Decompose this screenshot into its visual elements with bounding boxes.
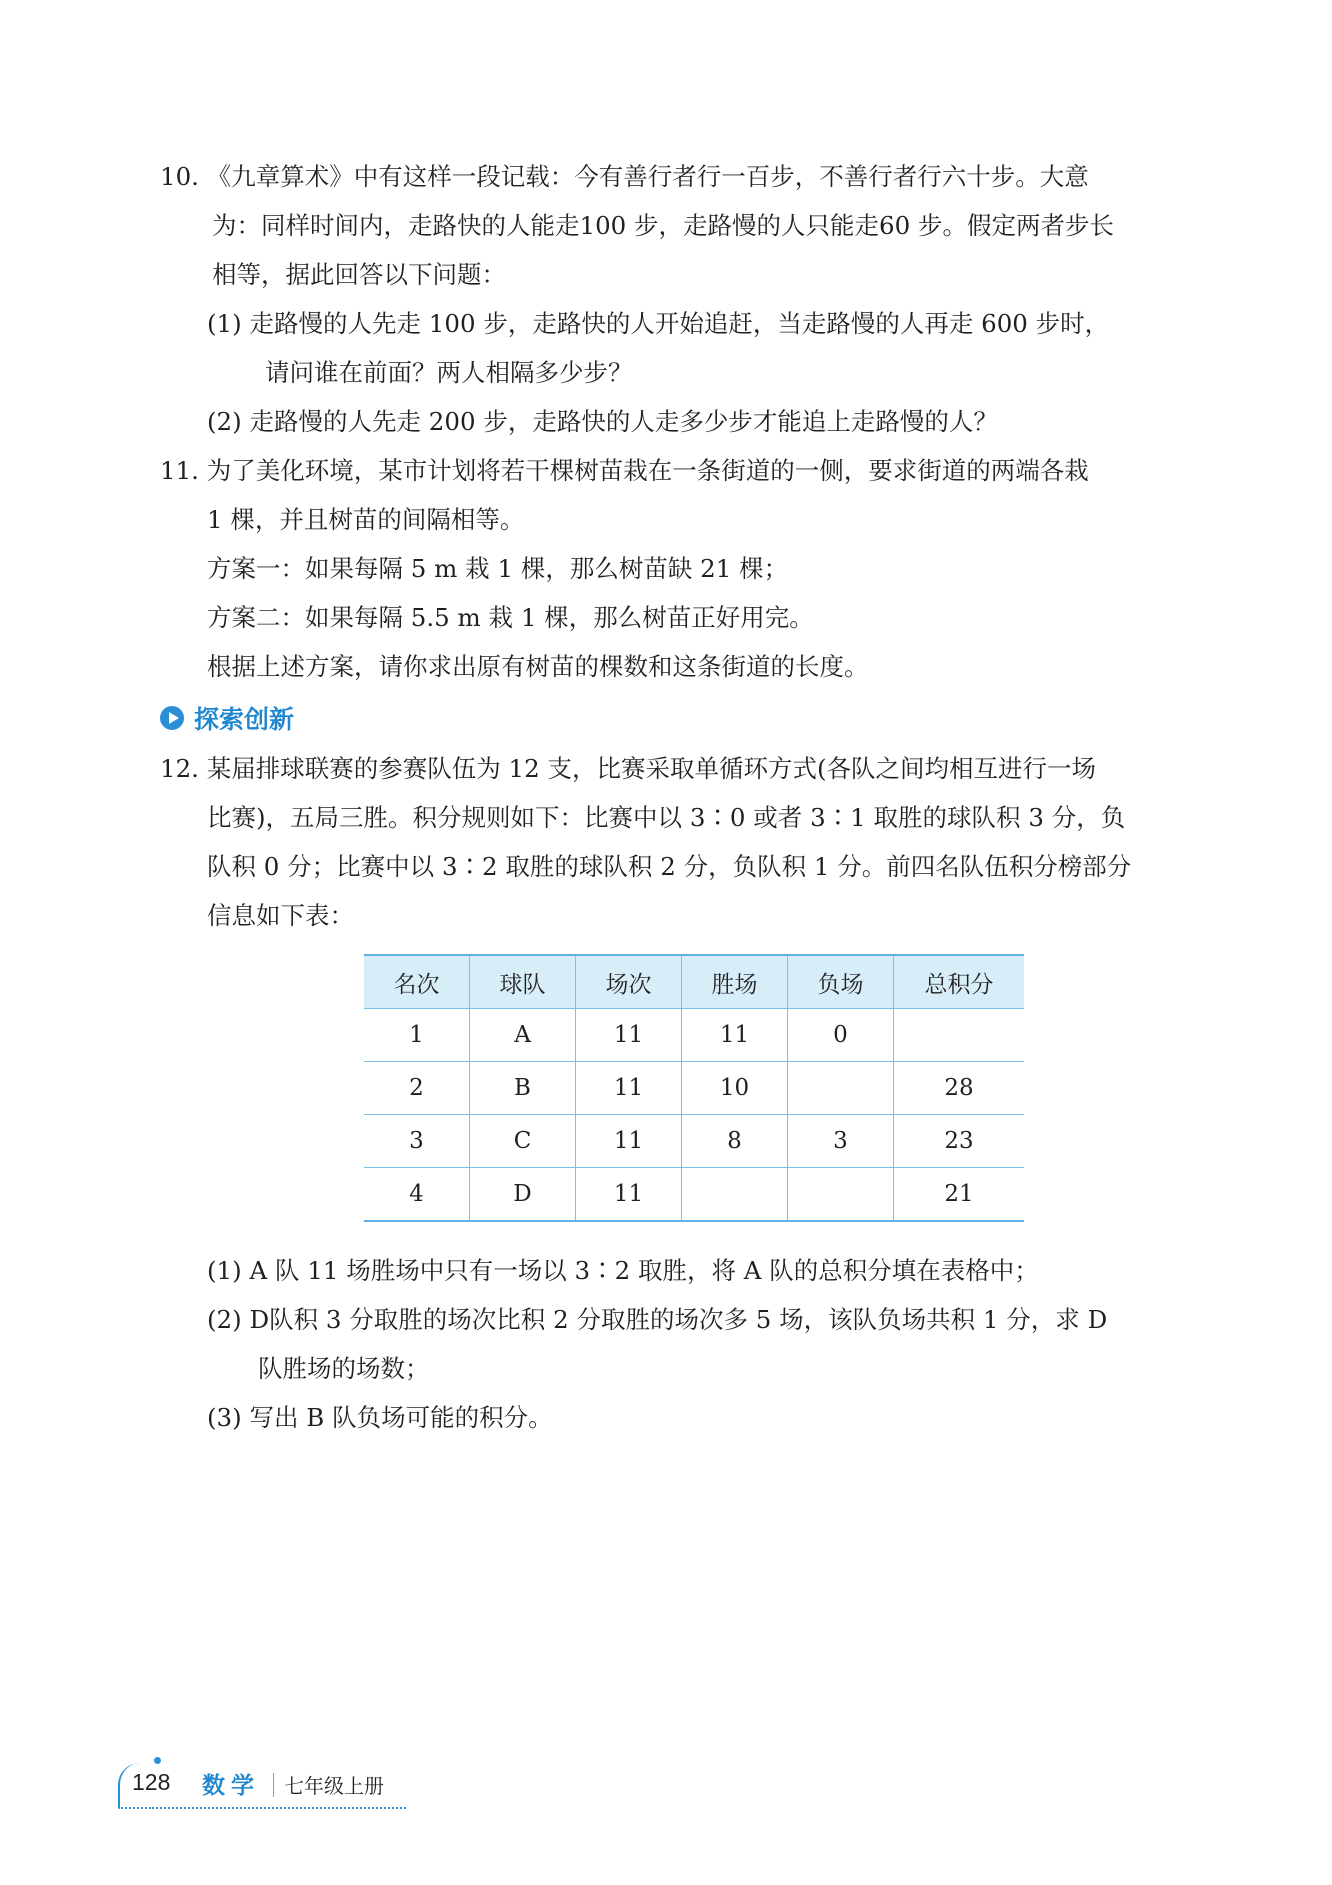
grade-label: 七年级上册 (284, 1774, 384, 1798)
problem-11-plan-1: 方案一：如果每隔 5 m 栽 1 棵，那么树苗缺 21 棵； (207, 554, 789, 583)
problem-12-line-1: 12. 某届排球联赛的参赛队伍为 12 支，比赛采取单循环方式(各队之间均相互进行一场 (160, 754, 1097, 783)
cell-losses: 0 (788, 1009, 894, 1062)
header-rank: 名次 (364, 955, 470, 1009)
cell-games: 11 (576, 1115, 682, 1168)
section-title: 探索创新 (194, 705, 295, 734)
cell-rank: 2 (364, 1062, 470, 1115)
header-team: 球队 (470, 955, 576, 1009)
problem-10-line-2: 为：同样时间内，走路快的人能走100 步，走路慢的人只能走60 步。假定两者步长 (212, 211, 1115, 240)
table-row (364, 1062, 1024, 1115)
cell-team: B (470, 1062, 576, 1115)
problem-10-line-3: 相等，据此回答以下问题： (212, 260, 506, 289)
cell-rank: 3 (364, 1115, 470, 1168)
page-number: 128 (132, 1769, 171, 1795)
table-row (364, 1115, 1024, 1168)
problem-11-line-1: 11. 为了美化环境，某市计划将若干棵树苗栽在一条街道的一侧，要求街道的两端各栽 (160, 456, 1089, 485)
problem-12-line-4: 信息如下表： (207, 901, 354, 930)
cell-losses (788, 1062, 894, 1115)
footer-dot (154, 1757, 161, 1764)
footer-dotted-rule (152, 1807, 406, 1809)
cell-games: 11 (576, 1062, 682, 1115)
problem-12-subquestion-2-cont: 队胜场的场数； (258, 1354, 430, 1383)
problem-11-plan-2: 方案二：如果每隔 5.5 m 栽 1 棵，那么树苗正好用完。 (207, 603, 814, 632)
page-footer (118, 1757, 408, 1807)
problem-10-subquestion-2: (2) 走路慢的人先走 200 步，走路快的人走多少步才能追上走路慢的人？ (207, 407, 998, 436)
cell-team: A (470, 1009, 576, 1062)
footer-divider (273, 1773, 274, 1797)
cell-losses (788, 1168, 894, 1222)
cell-rank: 4 (364, 1168, 470, 1222)
problem-10-subquestion-1: (1) 走路慢的人先走 100 步，走路快的人开始追赶，当走路慢的人再走 600 步时， (207, 309, 1110, 338)
cell-total-points: 23 (894, 1115, 1025, 1168)
problem-11-question: 根据上述方案，请你求出原有树苗的棵数和这条街道的长度。 (207, 652, 869, 681)
cell-games: 11 (576, 1168, 682, 1222)
problem-10-line-1: 10. 《九章算术》中有这样一段记载：今有善行者行一百步，不善行者行六十步。大意 (160, 162, 1089, 191)
problem-12-subquestion-3: (3) 写出 B 队负场可能的积分。 (207, 1403, 553, 1432)
cell-team: D (470, 1168, 576, 1222)
cell-team: C (470, 1115, 576, 1168)
header-total-points: 总积分 (894, 955, 1025, 1009)
cell-wins: 10 (682, 1062, 788, 1115)
problem-11-line-2: 1 棵，并且树苗的间隔相等。 (207, 505, 525, 534)
header-wins: 胜场 (682, 955, 788, 1009)
subject-title: 数学 (202, 1773, 260, 1799)
problem-12-subquestion-1: (1) A 队 11 场胜场中只有一场以 3∶2 取胜，将 A 队的总积分填在表格中； (207, 1256, 1039, 1285)
cell-rank: 1 (364, 1009, 470, 1062)
header-losses: 负场 (788, 955, 894, 1009)
cell-wins: 8 (682, 1115, 788, 1168)
header-games: 场次 (576, 955, 682, 1009)
standings-table (364, 954, 1024, 1222)
problem-12-line-2: 比赛)，五局三胜。积分规则如下：比赛中以 3∶0 或者 3∶1 取胜的球队积 3 分，负 (207, 803, 1126, 832)
cell-wins (682, 1168, 788, 1222)
problem-12-line-3: 队积 0 分；比赛中以 3∶2 取胜的球队积 2 分，负队积 1 分。前四名队伍积分榜部分 (207, 852, 1132, 881)
table-header-row (364, 955, 1024, 1009)
section-heading (160, 700, 294, 736)
table-row (364, 1168, 1024, 1222)
cell-total-points: 28 (894, 1062, 1025, 1115)
cell-wins: 11 (682, 1009, 788, 1062)
cell-total-points (894, 1009, 1025, 1062)
problem-12-subquestion-2: (2) D队积 3 分取胜的场次比积 2 分取胜的场次多 5 场，该队负场共积 1 分，求 D (207, 1305, 1108, 1334)
cell-losses: 3 (788, 1115, 894, 1168)
problem-10-subquestion-1-cont: 请问谁在前面？两人相隔多少步？ (265, 358, 633, 387)
play-circle-icon (160, 706, 184, 730)
cell-total-points: 21 (894, 1168, 1025, 1222)
cell-games: 11 (576, 1009, 682, 1062)
table-row (364, 1009, 1024, 1062)
